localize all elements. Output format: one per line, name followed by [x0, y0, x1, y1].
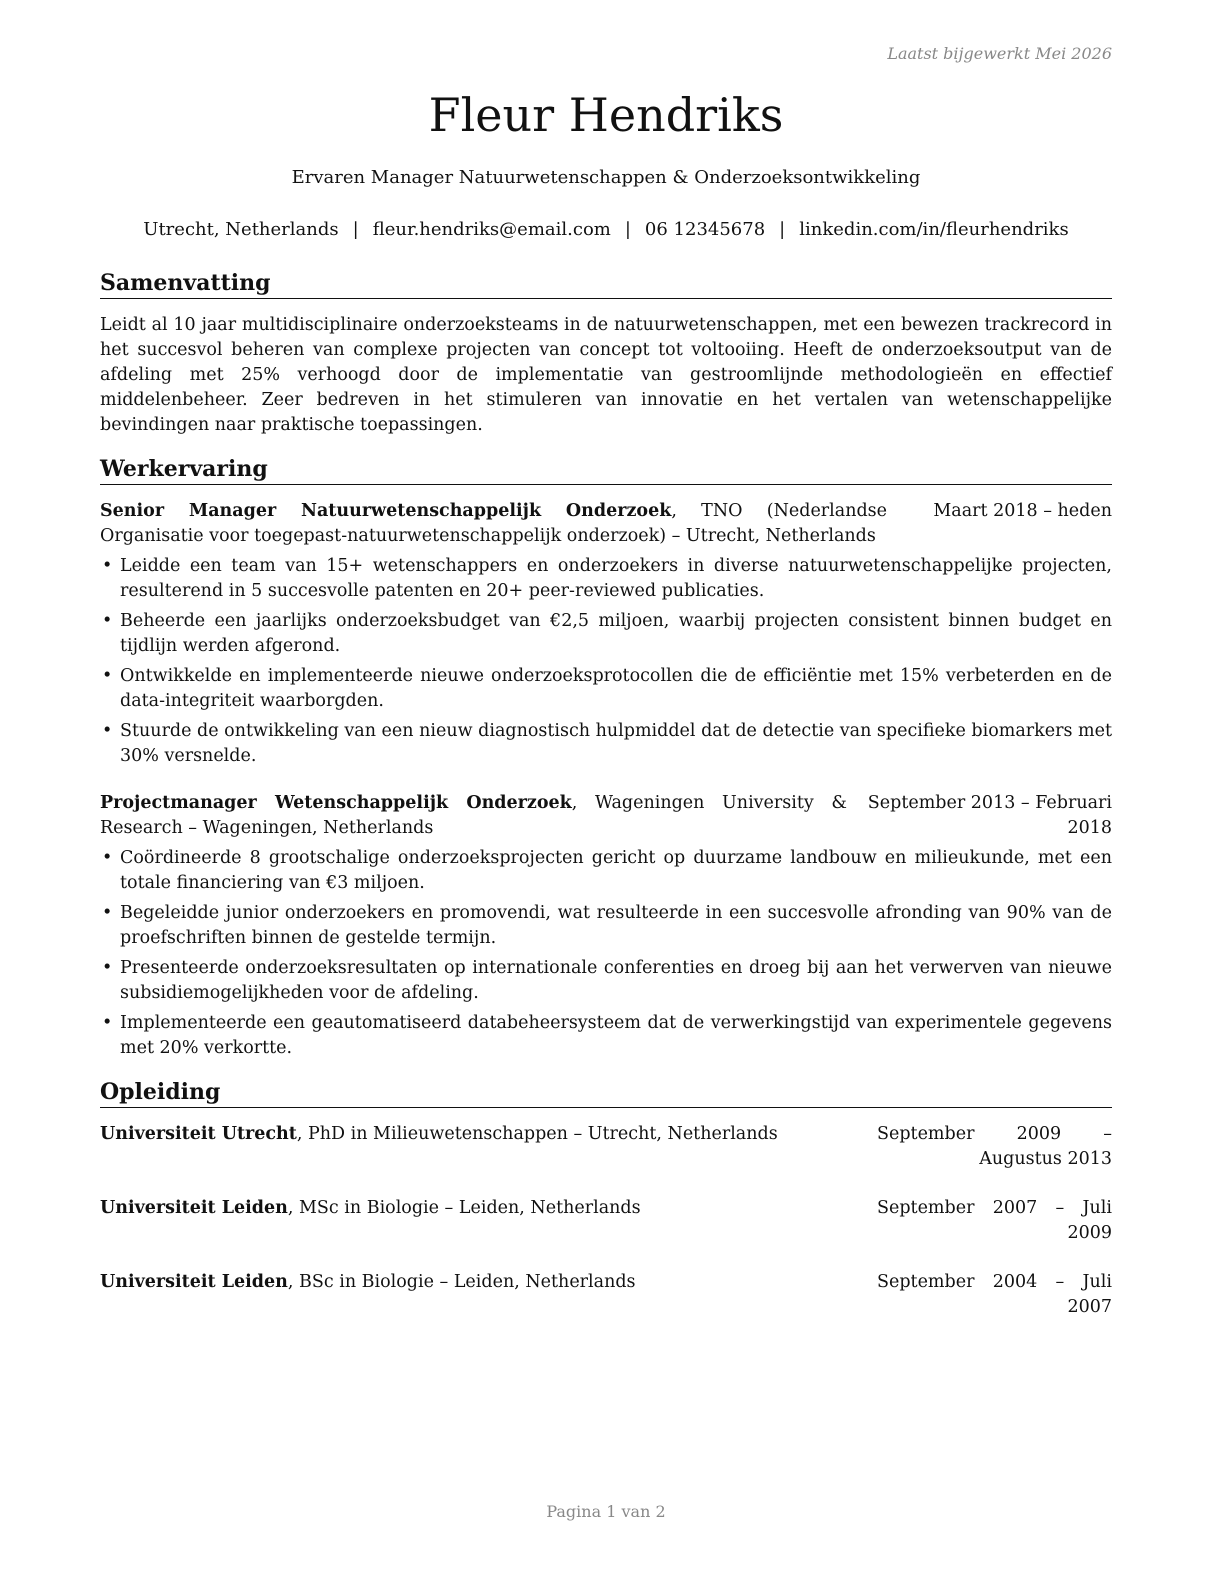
education-dates: September 2004 – Juli 2007 [877, 1272, 1112, 1317]
headline: Ervaren Manager Natuurwetenschappen & Onderzoeksontwikkeling [291, 167, 921, 188]
job-dates: Maart 2018 – heden [933, 501, 1112, 521]
list-item: • Coördineerde 8 grootschalige onderzoeksprojecten gericht op duurzame landbouw en milieukunde, met een totale financiering van €3 miljoen. [100, 846, 1112, 896]
list-item: • Presenteerde onderzoeksresultaten op internationale conferenties en droeg bij aan het verwerven van nieuwe subsidiemogelijkheden voor de afdeling. [100, 956, 1112, 1006]
education-dates: September 2007 – Juli 2009 [877, 1198, 1112, 1243]
contact-linkedin[interactable]: linkedin.com/in/fleurhendriks [799, 219, 1069, 240]
contact-separator: | [624, 219, 631, 240]
education-entry [100, 1196, 1112, 1246]
job-organization: , TNO (Nederlandse Organisatie voor toegepast-natuurwetenschappelijk onderzoek) – Utrecht, Netherlands [100, 501, 888, 546]
education-school: Universiteit Utrecht [100, 1124, 297, 1144]
education-detail: , MSc in Biologie – Leiden, Netherlands [287, 1198, 641, 1218]
job-entry [100, 499, 1112, 769]
last-updated: Laatst bijgewerkt Mei 2026 [887, 44, 1112, 63]
job-bullets [100, 846, 1112, 1061]
education-detail: , PhD in Milieuwetenschappen – Utrecht, Netherlands [296, 1124, 778, 1144]
education-section [100, 1077, 1112, 1320]
list-item: • Leidde een team van 15+ wetenschappers en onderzoekers in diverse natuurwetenschappelijke projecten, resulterend in 5 succesvolle patenten en 20+ peer-reviewed publicaties. [100, 554, 1112, 604]
list-item: • Ontwikkelde en implementeerde nieuwe onderzoeksprotocollen die de efficiëntie met 15% verbeterden en de data-integriteit waarborgden. [100, 664, 1112, 714]
experience-section [100, 454, 1112, 1061]
list-item: • Stuurde de ontwikkeling van een nieuw diagnostisch hulpmiddel dat de detectie van specifieke biomarkers met 30% versnelde. [100, 719, 1112, 769]
contact-line [100, 219, 1112, 240]
candidate-name: Fleur Hendriks [428, 88, 784, 142]
education-school: Universiteit Leiden [100, 1198, 288, 1218]
job-bullets [100, 554, 1112, 769]
education-entry [100, 1270, 1112, 1320]
section-title-education: Opleiding [100, 1077, 1112, 1108]
page-number: Pagina 1 van 2 [546, 1502, 666, 1521]
job-organization: , Wageningen University & Research – Wageningen, Netherlands [100, 793, 848, 838]
contact-separator: | [779, 219, 786, 240]
education-entry [100, 1122, 1112, 1172]
resume-content [100, 268, 1112, 1320]
resume-page [100, 0, 1112, 1584]
section-title-summary: Samenvatting [100, 268, 1112, 299]
contact-location: Utrecht, Netherlands [143, 219, 339, 240]
contact-phone: 06 12345678 [644, 219, 766, 240]
education-school: Universiteit Leiden [100, 1272, 288, 1292]
job-header [100, 499, 1112, 549]
job-title: Senior Manager Natuurwetenschappelijk Onderzoek [100, 501, 672, 521]
list-item: • Begeleidde junior onderzoekers en promovendi, wat resulteerde in een succesvolle afronding van 90% van de proefschriften binnen de gestelde termijn. [100, 901, 1112, 951]
summary-section [100, 268, 1112, 438]
job-title: Projectmanager Wetenschappelijk Onderzoek [100, 793, 572, 813]
education-detail: , BSc in Biologie – Leiden, Netherlands [287, 1272, 636, 1292]
job-dates: September 2013 – Februari 2018 [867, 793, 1112, 838]
job-header [100, 791, 1112, 841]
list-item: • Implementeerde een geautomatiseerd databeheersysteem dat de verwerkingstijd van experimentele gegevens met 20% verkortte. [100, 1011, 1112, 1061]
job-entry [100, 791, 1112, 1061]
summary-text: Leidt al 10 jaar multidisciplinaire onderzoeksteams in de natuurwetenschappen, met een bewezen trackrecord in het succesvol beheren van complexe projecten van concept tot voltooiing. Heeft de onderzoeksoutput van de afdeling met 25% verhoogd door de implementatie van gestroomlijnde methodologieën en effectief middelenbeheer. Zeer bedreven in het stimuleren van innovatie en het vertalen van wetenschappelijke bevindingen naar praktische toepassingen. [100, 315, 1112, 435]
contact-separator: | [352, 219, 359, 240]
section-title-experience: Werkervaring [100, 454, 1112, 485]
education-dates: September 2009 – Augustus 2013 [877, 1124, 1112, 1169]
contact-email[interactable]: fleur.hendriks@email.com [372, 219, 611, 240]
list-item: • Beheerde een jaarlijks onderzoeksbudget van €2,5 miljoen, waarbij projecten consistent binnen budget en tijdlijn werden afgerond. [100, 609, 1112, 659]
